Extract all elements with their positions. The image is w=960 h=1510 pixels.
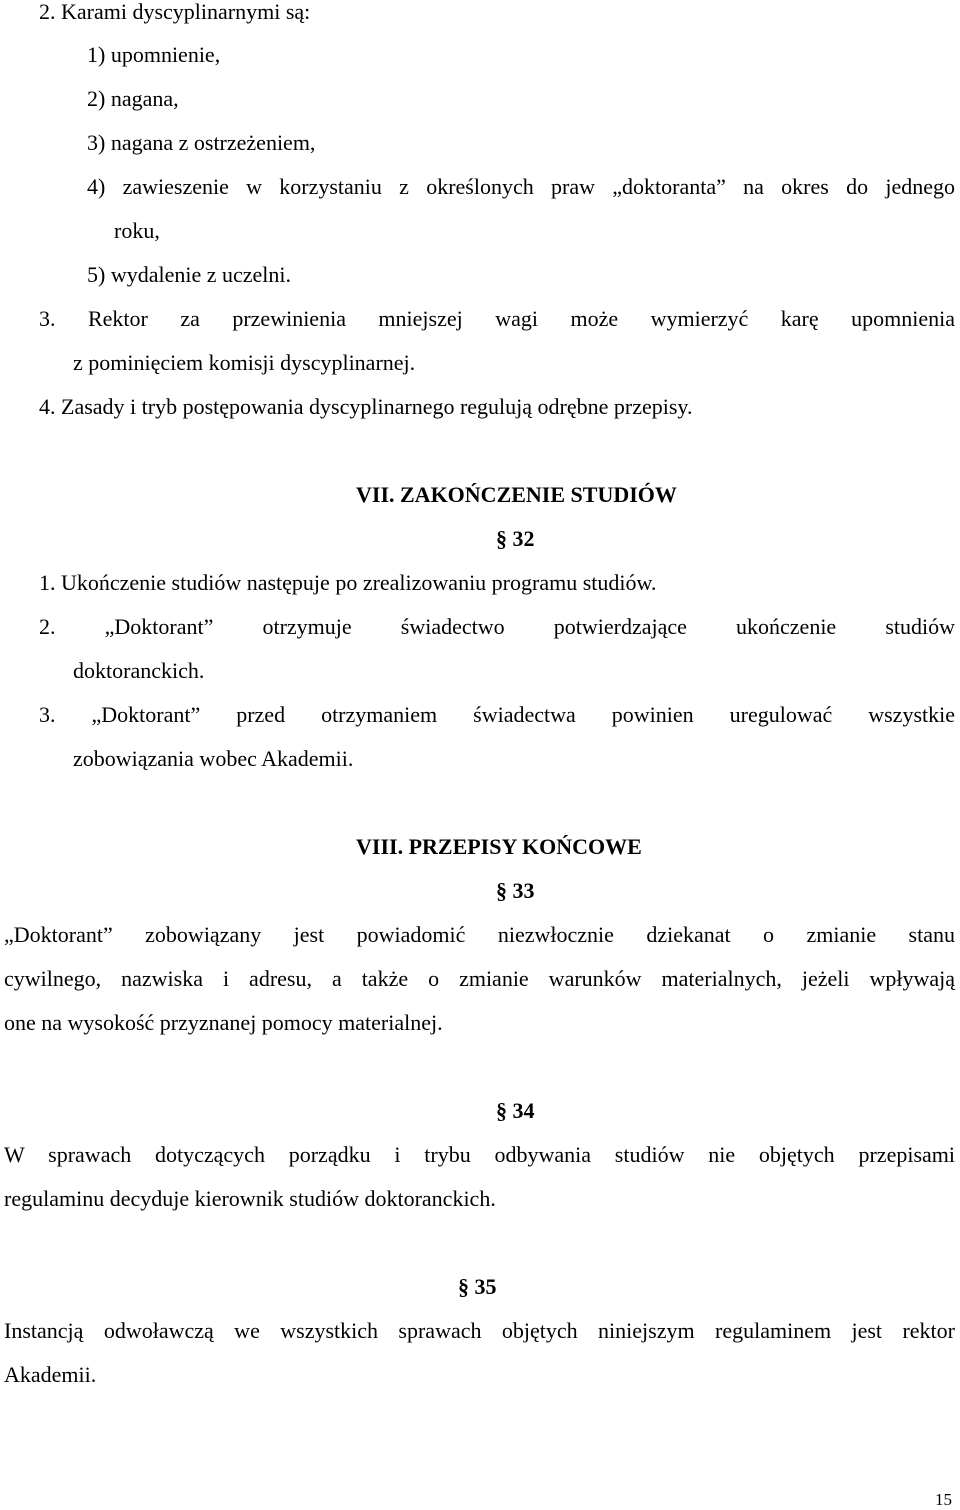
penalty-item: 4) zawieszenie w korzystaniu z określonych praw „doktoranta” na okres do jednego xyxy=(87,174,955,199)
s34-text-line: W sprawach dotyczących porządku i trybu odbywania studiów nie objętych przepisami xyxy=(4,1142,955,1167)
item-2-penalties-intro: 2. Karami dyscyplinarnymi są: xyxy=(39,0,311,24)
s33-text-line: „Doktorant” zobowiązany jest powiadomić niezwłocznie dziekanat o zmianie stanu xyxy=(4,922,955,947)
penalty-item-continuation: roku, xyxy=(114,218,160,243)
penalty-item: 1) upomnienie, xyxy=(87,42,221,67)
s32-item-1: 1. Ukończenie studiów następuje po zrealizowaniu programu studiów. xyxy=(39,570,657,595)
s33-text-line: one na wysokość przyznanej pomocy materialnej. xyxy=(4,1010,443,1035)
section-heading-viii: VIII. PRZEPISY KOŃCOWE xyxy=(356,834,642,859)
paragraph-35-sign: § 35 xyxy=(458,1274,497,1299)
item-3-rektor-continuation: z pominięciem komisji dyscyplinarnej. xyxy=(73,350,416,375)
penalty-item: 3) nagana z ostrzeżeniem, xyxy=(87,130,316,155)
paragraph-34-sign: § 34 xyxy=(496,1098,535,1123)
s32-item-2-continuation: doktoranckich. xyxy=(73,658,205,683)
s33-text-line: cywilnego, nazwiska i adresu, a także o zmianie warunków materialnych, jeżeli wpływają xyxy=(4,966,955,991)
penalty-item: 2) nagana, xyxy=(87,86,179,111)
paragraph-33-sign: § 33 xyxy=(496,878,535,903)
item-3-rektor: 3. Rektor za przewinienia mniejszej wagi może wymierzyć karę upomnienia xyxy=(39,306,955,331)
s35-text-line: Akademii. xyxy=(4,1362,97,1387)
penalty-item: 5) wydalenie z uczelni. xyxy=(87,262,292,287)
section-heading-vii: VII. ZAKOŃCZENIE STUDIÓW xyxy=(356,482,677,507)
s32-item-2: 2. „Doktorant” otrzymuje świadectwo potwierdzające ukończenie studiów xyxy=(39,614,955,639)
s32-item-3-continuation: zobowiązania wobec Akademii. xyxy=(73,746,354,771)
s35-text-line: Instancją odwoławczą we wszystkich sprawach objętych niniejszym regulaminem jest rektor xyxy=(4,1318,955,1343)
s32-item-3: 3. „Doktorant” przed otrzymaniem świadectwa powinien uregulować wszystkie xyxy=(39,702,955,727)
s34-text-line: regulaminu decyduje kierownik studiów doktoranckich. xyxy=(4,1186,496,1211)
item-4-zasady: 4. Zasady i tryb postępowania dyscyplinarnego regulują odrębne przepisy. xyxy=(39,394,693,419)
paragraph-32-sign: § 32 xyxy=(496,526,535,551)
page-number: 15 xyxy=(935,1490,952,1509)
